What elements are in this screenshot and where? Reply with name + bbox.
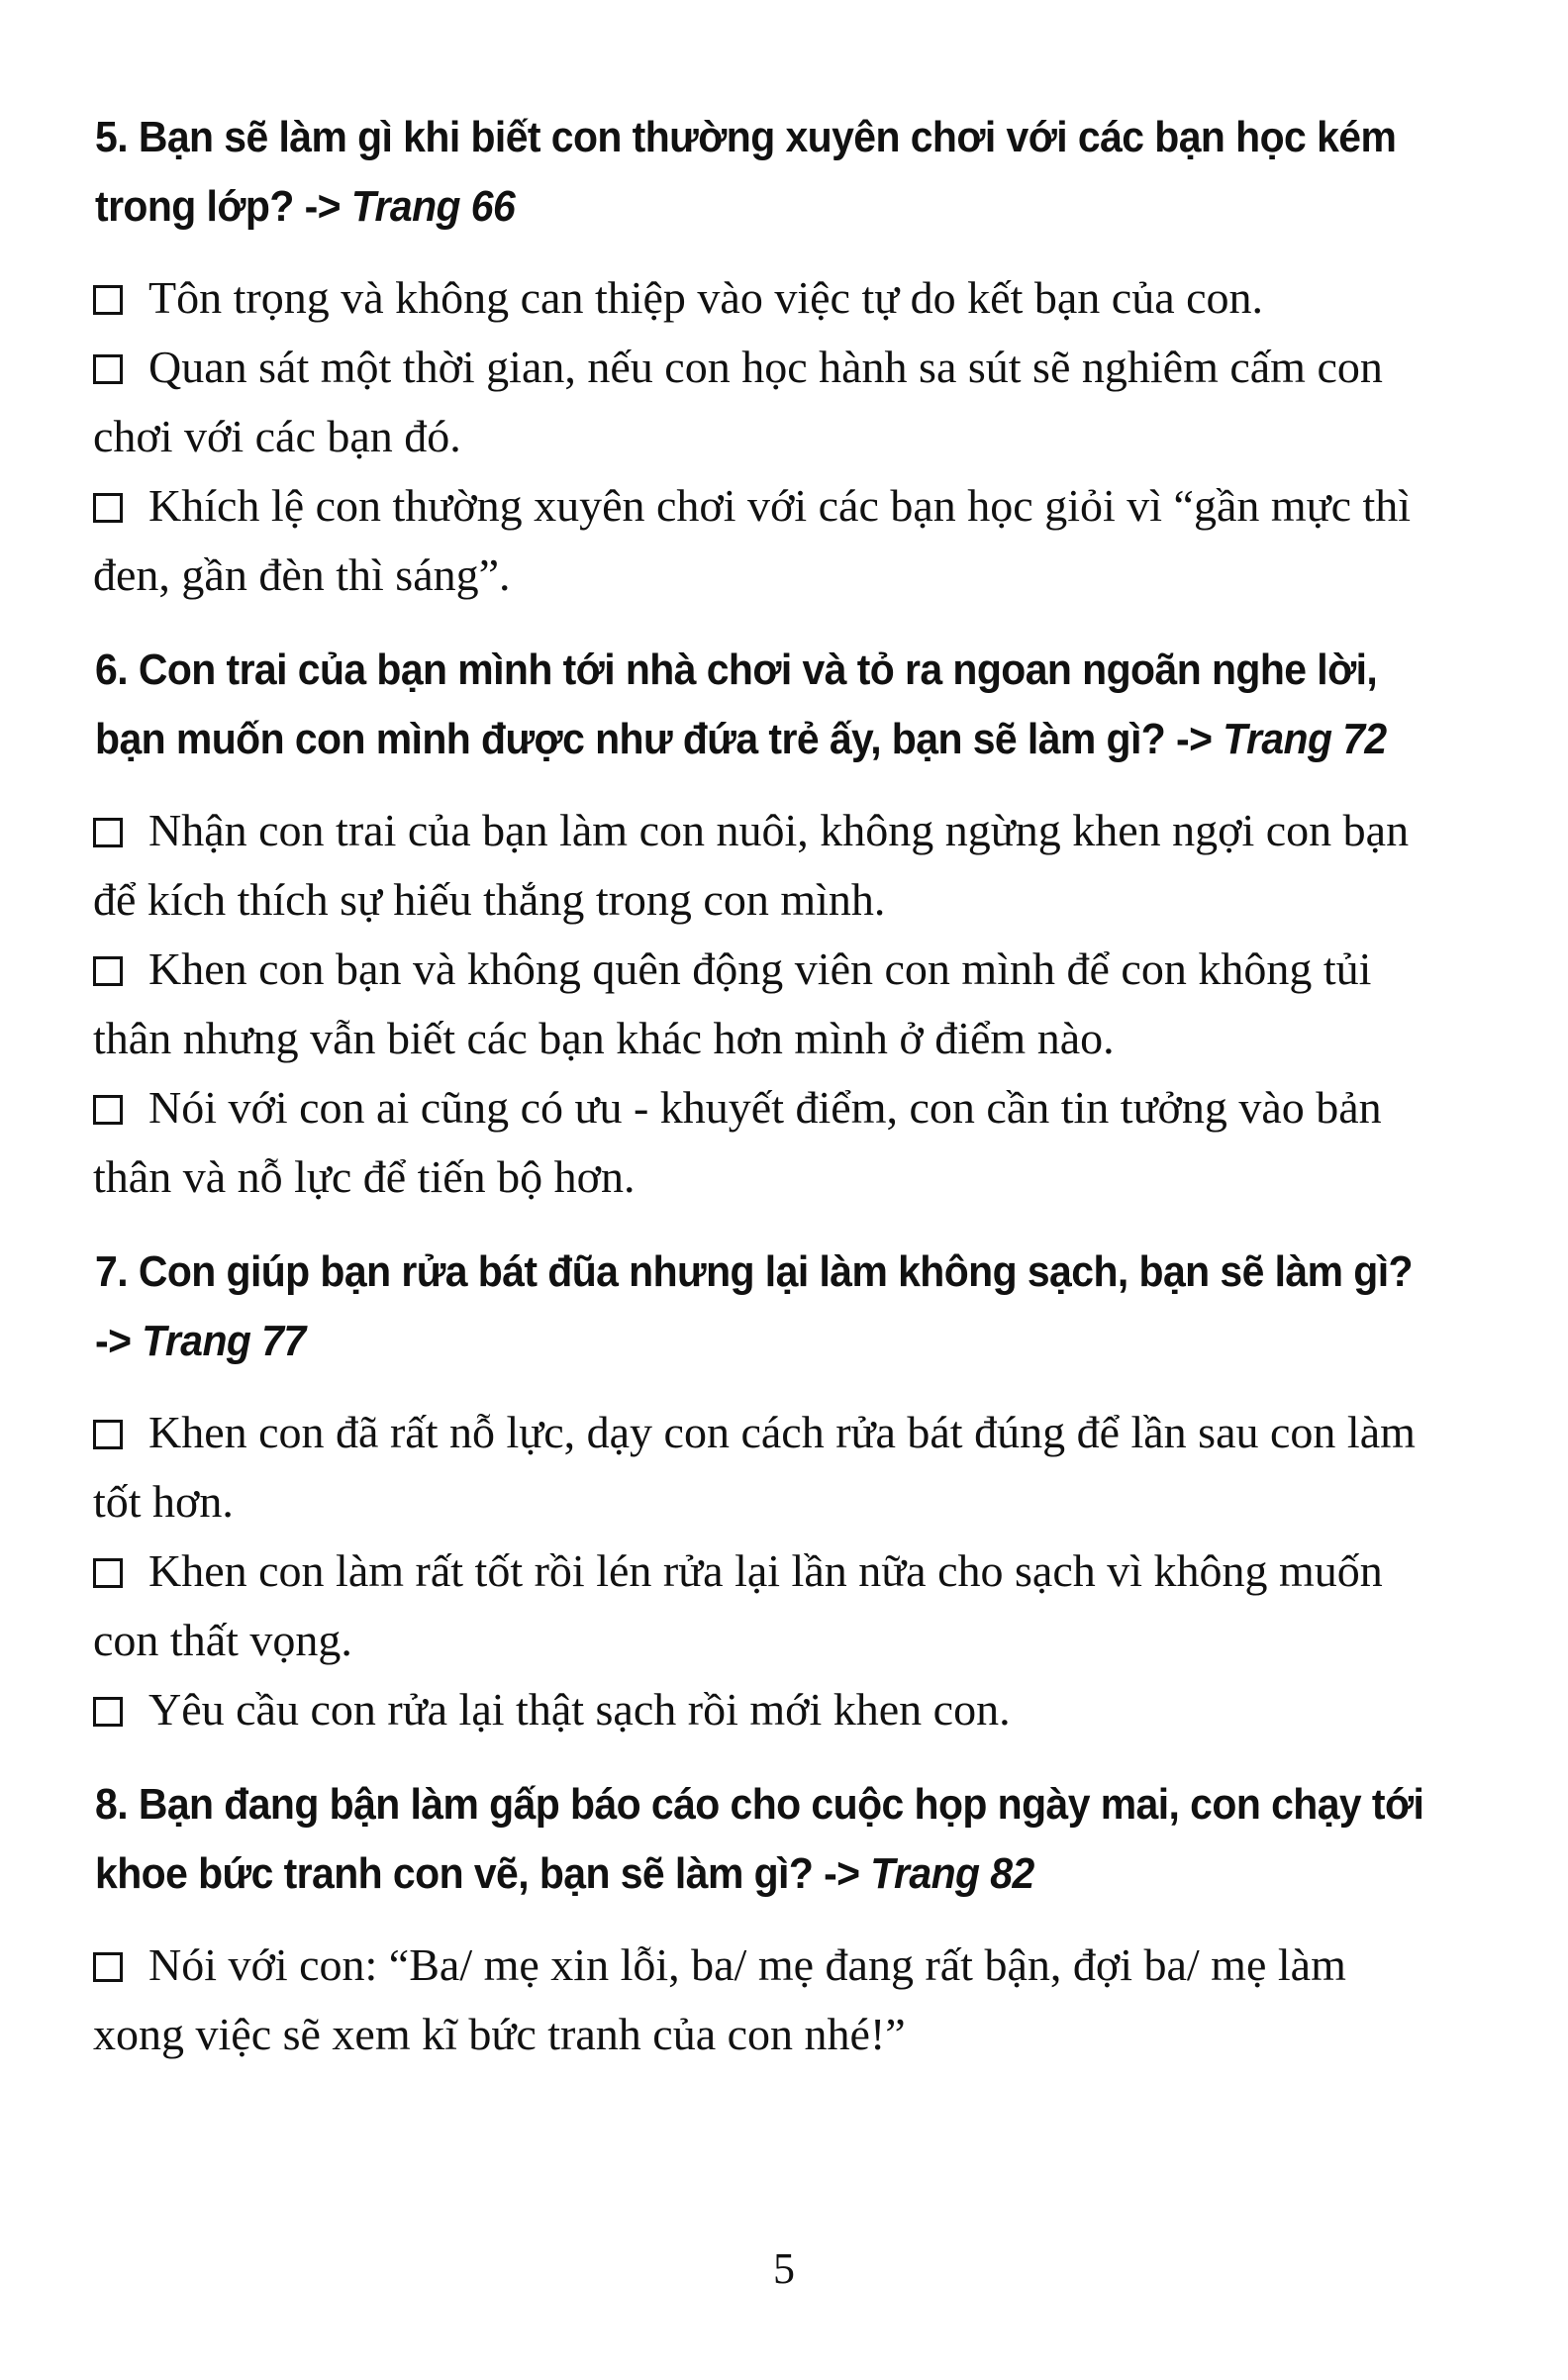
page-number: 5 bbox=[773, 2244, 795, 2293]
answer-option bbox=[93, 1073, 1429, 1212]
checkbox-icon[interactable] bbox=[93, 1697, 123, 1727]
option-text: Nhận con trai của bạn làm con nuôi, không ngừng khen ngợi con bạn để kích thích sự hiếu thắng trong con mình. bbox=[93, 805, 1410, 925]
question-5 bbox=[87, 103, 1429, 610]
checkbox-icon[interactable] bbox=[93, 1952, 123, 1982]
question-text: 7. Con giúp bạn rửa bát đũa nhưng lại làm không sạch, bạn sẽ làm gì? bbox=[95, 1247, 1413, 1296]
answer-option bbox=[93, 333, 1429, 471]
answer-option bbox=[93, 1931, 1429, 2069]
answer-option bbox=[93, 935, 1429, 1073]
question-text: 6. Con trai của bạn mình tới nhà chơi và tỏ ra ngoan ngoãn nghe lời, bạn muốn con mình được như đứa trẻ ấy, bạn sẽ làm gì? bbox=[95, 645, 1378, 763]
option-text: Nói với con ai cũng có ưu - khuyết điểm, con cần tin tưởng vào bản thân và nỗ lực để tiến bộ hơn. bbox=[93, 1082, 1382, 1202]
answer-option bbox=[93, 1398, 1429, 1537]
checkbox-icon[interactable] bbox=[93, 354, 123, 384]
checkbox-icon[interactable] bbox=[93, 1095, 123, 1125]
arrow: -> bbox=[304, 182, 342, 231]
arrow: -> bbox=[95, 1317, 132, 1365]
answer-option bbox=[93, 796, 1429, 935]
page-reference: Trang 72 bbox=[1223, 715, 1387, 763]
option-text: Nói với con: “Ba/ mẹ xin lỗi, ba/ mẹ đang rất bận, đợi ba/ mẹ làm xong việc sẽ xem kĩ bức tranh của con nhé!” bbox=[93, 1939, 1346, 2059]
option-text: Tôn trọng và không can thiệp vào việc tự do kết bạn của con. bbox=[148, 272, 1264, 323]
option-text: Khen con đã rất nỗ lực, dạy con cách rửa bát đúng để lần sau con làm tốt hơn. bbox=[93, 1407, 1416, 1527]
answer-option bbox=[93, 471, 1429, 610]
question-title bbox=[95, 1770, 1425, 1909]
page-reference: Trang 82 bbox=[870, 1849, 1034, 1898]
option-text: Khích lệ con thường xuyên chơi với các bạn học giỏi vì “gần mực thì đen, gần đèn thì sáng”. bbox=[93, 480, 1412, 600]
checkbox-icon[interactable] bbox=[93, 1558, 123, 1588]
question-6 bbox=[87, 636, 1429, 1212]
checkbox-icon[interactable] bbox=[93, 493, 123, 523]
arrow: -> bbox=[824, 1849, 860, 1898]
checkbox-icon[interactable] bbox=[93, 818, 123, 847]
page-reference: Trang 66 bbox=[350, 182, 516, 231]
checkbox-icon[interactable] bbox=[93, 1420, 123, 1449]
option-text: Khen con bạn và không quên động viên con mình để con không tủi thân nhưng vẫn biết các bạn khác hơn mình ở điểm nào. bbox=[93, 943, 1372, 1063]
question-title bbox=[95, 636, 1425, 774]
question-title bbox=[95, 1238, 1425, 1376]
answer-option bbox=[93, 1675, 1429, 1744]
question-title bbox=[95, 103, 1425, 242]
checkbox-icon[interactable] bbox=[93, 285, 123, 315]
page-reference: Trang 77 bbox=[142, 1317, 306, 1365]
arrow: -> bbox=[1176, 715, 1213, 763]
question-7 bbox=[87, 1238, 1429, 1744]
question-text: 8. Bạn đang bận làm gấp báo cáo cho cuộc họp ngày mai, con chạy tới khoe bức tranh con vẽ, bạn sẽ làm gì? bbox=[95, 1780, 1424, 1898]
option-text: Yêu cầu con rửa lại thật sạch rồi mới khen con. bbox=[148, 1684, 1011, 1735]
answer-option bbox=[93, 1537, 1429, 1675]
option-text: Quan sát một thời gian, nếu con học hành sa sút sẽ nghiêm cấm con chơi với các bạn đó. bbox=[93, 342, 1383, 461]
checkbox-icon[interactable] bbox=[93, 956, 123, 986]
option-text: Khen con làm rất tốt rồi lén rửa lại lần nữa cho sạch vì không muốn con thất vọng. bbox=[93, 1545, 1383, 1665]
question-8 bbox=[87, 1770, 1429, 2069]
question-text: 5. Bạn sẽ làm gì khi biết con thường xuyên chơi với các bạn học kém trong lớp? bbox=[95, 113, 1397, 231]
answer-option bbox=[93, 263, 1429, 333]
